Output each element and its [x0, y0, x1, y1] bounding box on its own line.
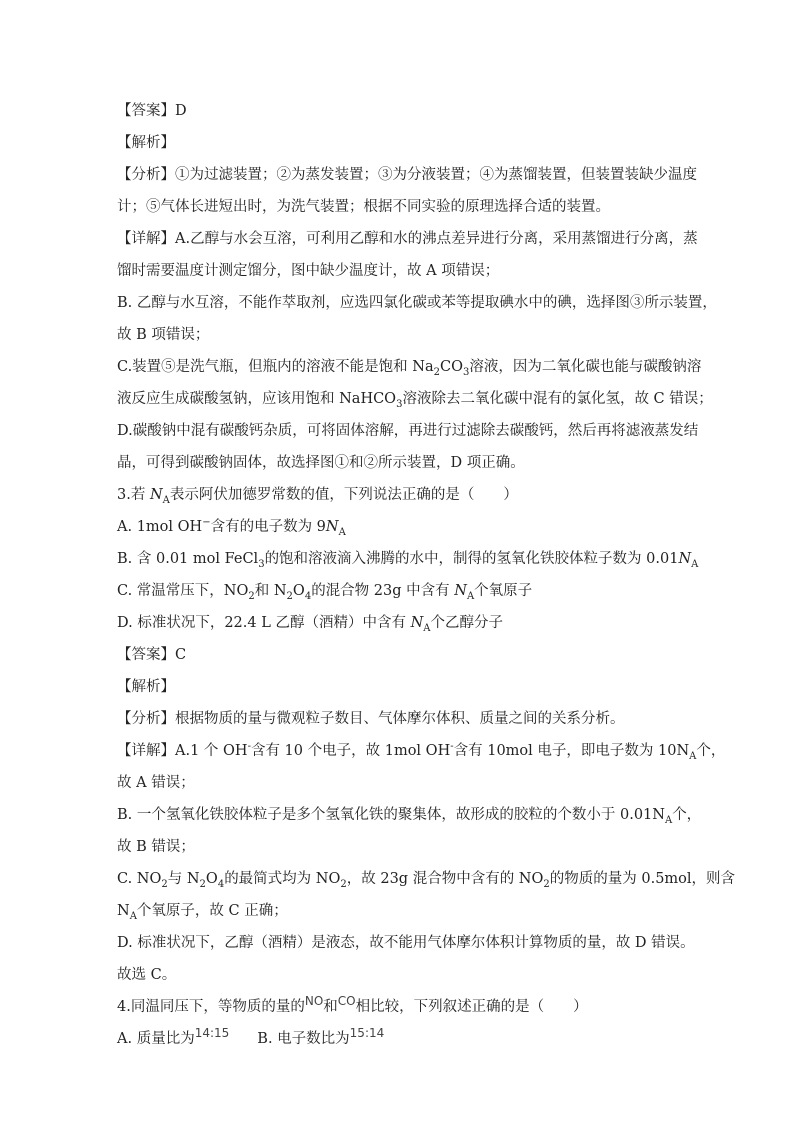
q4-option-a: A. 质量比为$^{14:15}$ [117, 1026, 230, 1047]
q2-answer [117, 101, 687, 121]
q3-option-b: B. 含 0.01 mol FeCl$_3$的饱和溶液滴入沸腾的水中，制得的氢氧化铁胶体粒子数为 $0.01N_A$ [117, 551, 699, 570]
q2-xiangjie-c2: 液反应生成碳酸氢钠，应该用饱和 NaHCO$_3$溶液除去二氧化碳中混有的氯化氢，故 C 错误； [117, 391, 713, 410]
q2-analysis-heading: 【解析】 [117, 135, 175, 151]
q4-stem: 4.同温同压下，等物质的量的$^{NO}$和$^{CO}$相比较，下列叙述正确的是（ ） [117, 994, 588, 1015]
q2-fenxi-line-1: 【分析】①为过滤装置；②为蒸发装置；③为分液装置；④为蒸馏装置，但装置装缺少温度 [117, 167, 697, 183]
formula-no: NO [304, 994, 324, 1009]
q3-xiangjie-a1: 【详解】A.1 个 OH-含有 10 个电子，故 1mol OH-含有 10mol 电子，即电子数为 $10N_A$个， [117, 741, 726, 762]
q3-xiangjie-c2: $N_A$个氧原子，故 C 正确； [117, 903, 288, 922]
answer-tag: 【答案】 [117, 103, 175, 119]
q3-xiangjie-b2: 故 B 错误； [117, 839, 195, 855]
q3-xiangjie-c1: C. $NO_2$与 $N_2O_4$的最简式均为 $NO_2$，故 23g 混合物中含有的 $NO_2$的物质的量为 0.5mol，则含 [117, 871, 736, 890]
q2-xiangjie-b2: 故 B 项错误； [117, 327, 210, 343]
q3-fenxi: 【分析】根据物质的量与微观粒子数目、气体摩尔体积、质量之间的关系分析。 [117, 711, 625, 727]
q2-xiangjie-d1: D.碳酸钠中混有碳酸钙杂质，可将固体溶解，再进行过滤除去碳酸钙，然后再将滤液蒸发结 [117, 423, 699, 439]
formula-co: CO [337, 994, 356, 1009]
q2-fenxi-line-2: 计；⑤气体长进短出时，为洗气装置；根据不同实验的原理选择合适的装置。 [117, 199, 610, 215]
q3-xiangjie-d2: 故选 C。 [117, 967, 177, 983]
q3-option-a: A. 1mol OH−含有的电子数为 $9N_A$ [117, 517, 346, 538]
q3-xiangjie-a2: 故 A 错误； [117, 775, 195, 791]
q3-xiangjie-d1: D. 标准状况下，乙醇（酒精）是液态，故不能用气体摩尔体积计算物质的量，故 D 错误。 [117, 935, 695, 951]
q2-xiangjie-d2: 晶，可得到碳酸钠固体，故选择图①和②所示装置，D 项正确。 [117, 455, 525, 471]
q2-xiangjie-c1: C.装置⑤是洗气瓶，但瓶内的溶液不能是饱和 $Na_2CO_3$溶液，因为二氧化碳也能与碳酸钠溶 [117, 359, 702, 378]
q2-xiangjie-a2: 馏时需要温度计测定馏分，图中缺少温度计，故 A 项错误； [117, 263, 500, 279]
q3-option-c: C. 常温常压下，$NO_2$和 $N_2O_4$的混合物 23g 中含有 $N_A$个氧原子 [117, 583, 533, 602]
q3-answer: 【答案】C [117, 647, 187, 663]
q3-option-d: D. 标准状况下，22.4 L 乙醇（酒精）中含有 $N_A$个乙醇分子 [117, 615, 503, 634]
q4-options [117, 1026, 687, 1049]
answer-value: D [175, 103, 187, 119]
q2-xiangjie-b1: B. 乙醇与水互溶，不能作萃取剂，应选四氯化碳或苯等提取碘水中的碘，选择图③所示装置， [117, 295, 717, 311]
q2-xiangjie-a1: 【详解】A.乙醇与水会互溶，可利用乙醇和水的沸点差异进行分离，采用蒸馏进行分离，蒸 [117, 231, 698, 247]
q3-stem: 3.若 $N_A$表示阿伏加德罗常数的值，下列说法正确的是（ ） [117, 487, 518, 506]
q3-xiangjie-b1: B. 一个氢氧化铁胶体粒子是多个氢氧化铁的聚集体，故形成的胶粒的个数小于 $0.01N_A$个， [117, 807, 702, 826]
q4-option-b: B. 电子数比为$^{15:14}$ [257, 1026, 385, 1047]
q3-analysis-heading: 【解析】 [117, 679, 175, 695]
